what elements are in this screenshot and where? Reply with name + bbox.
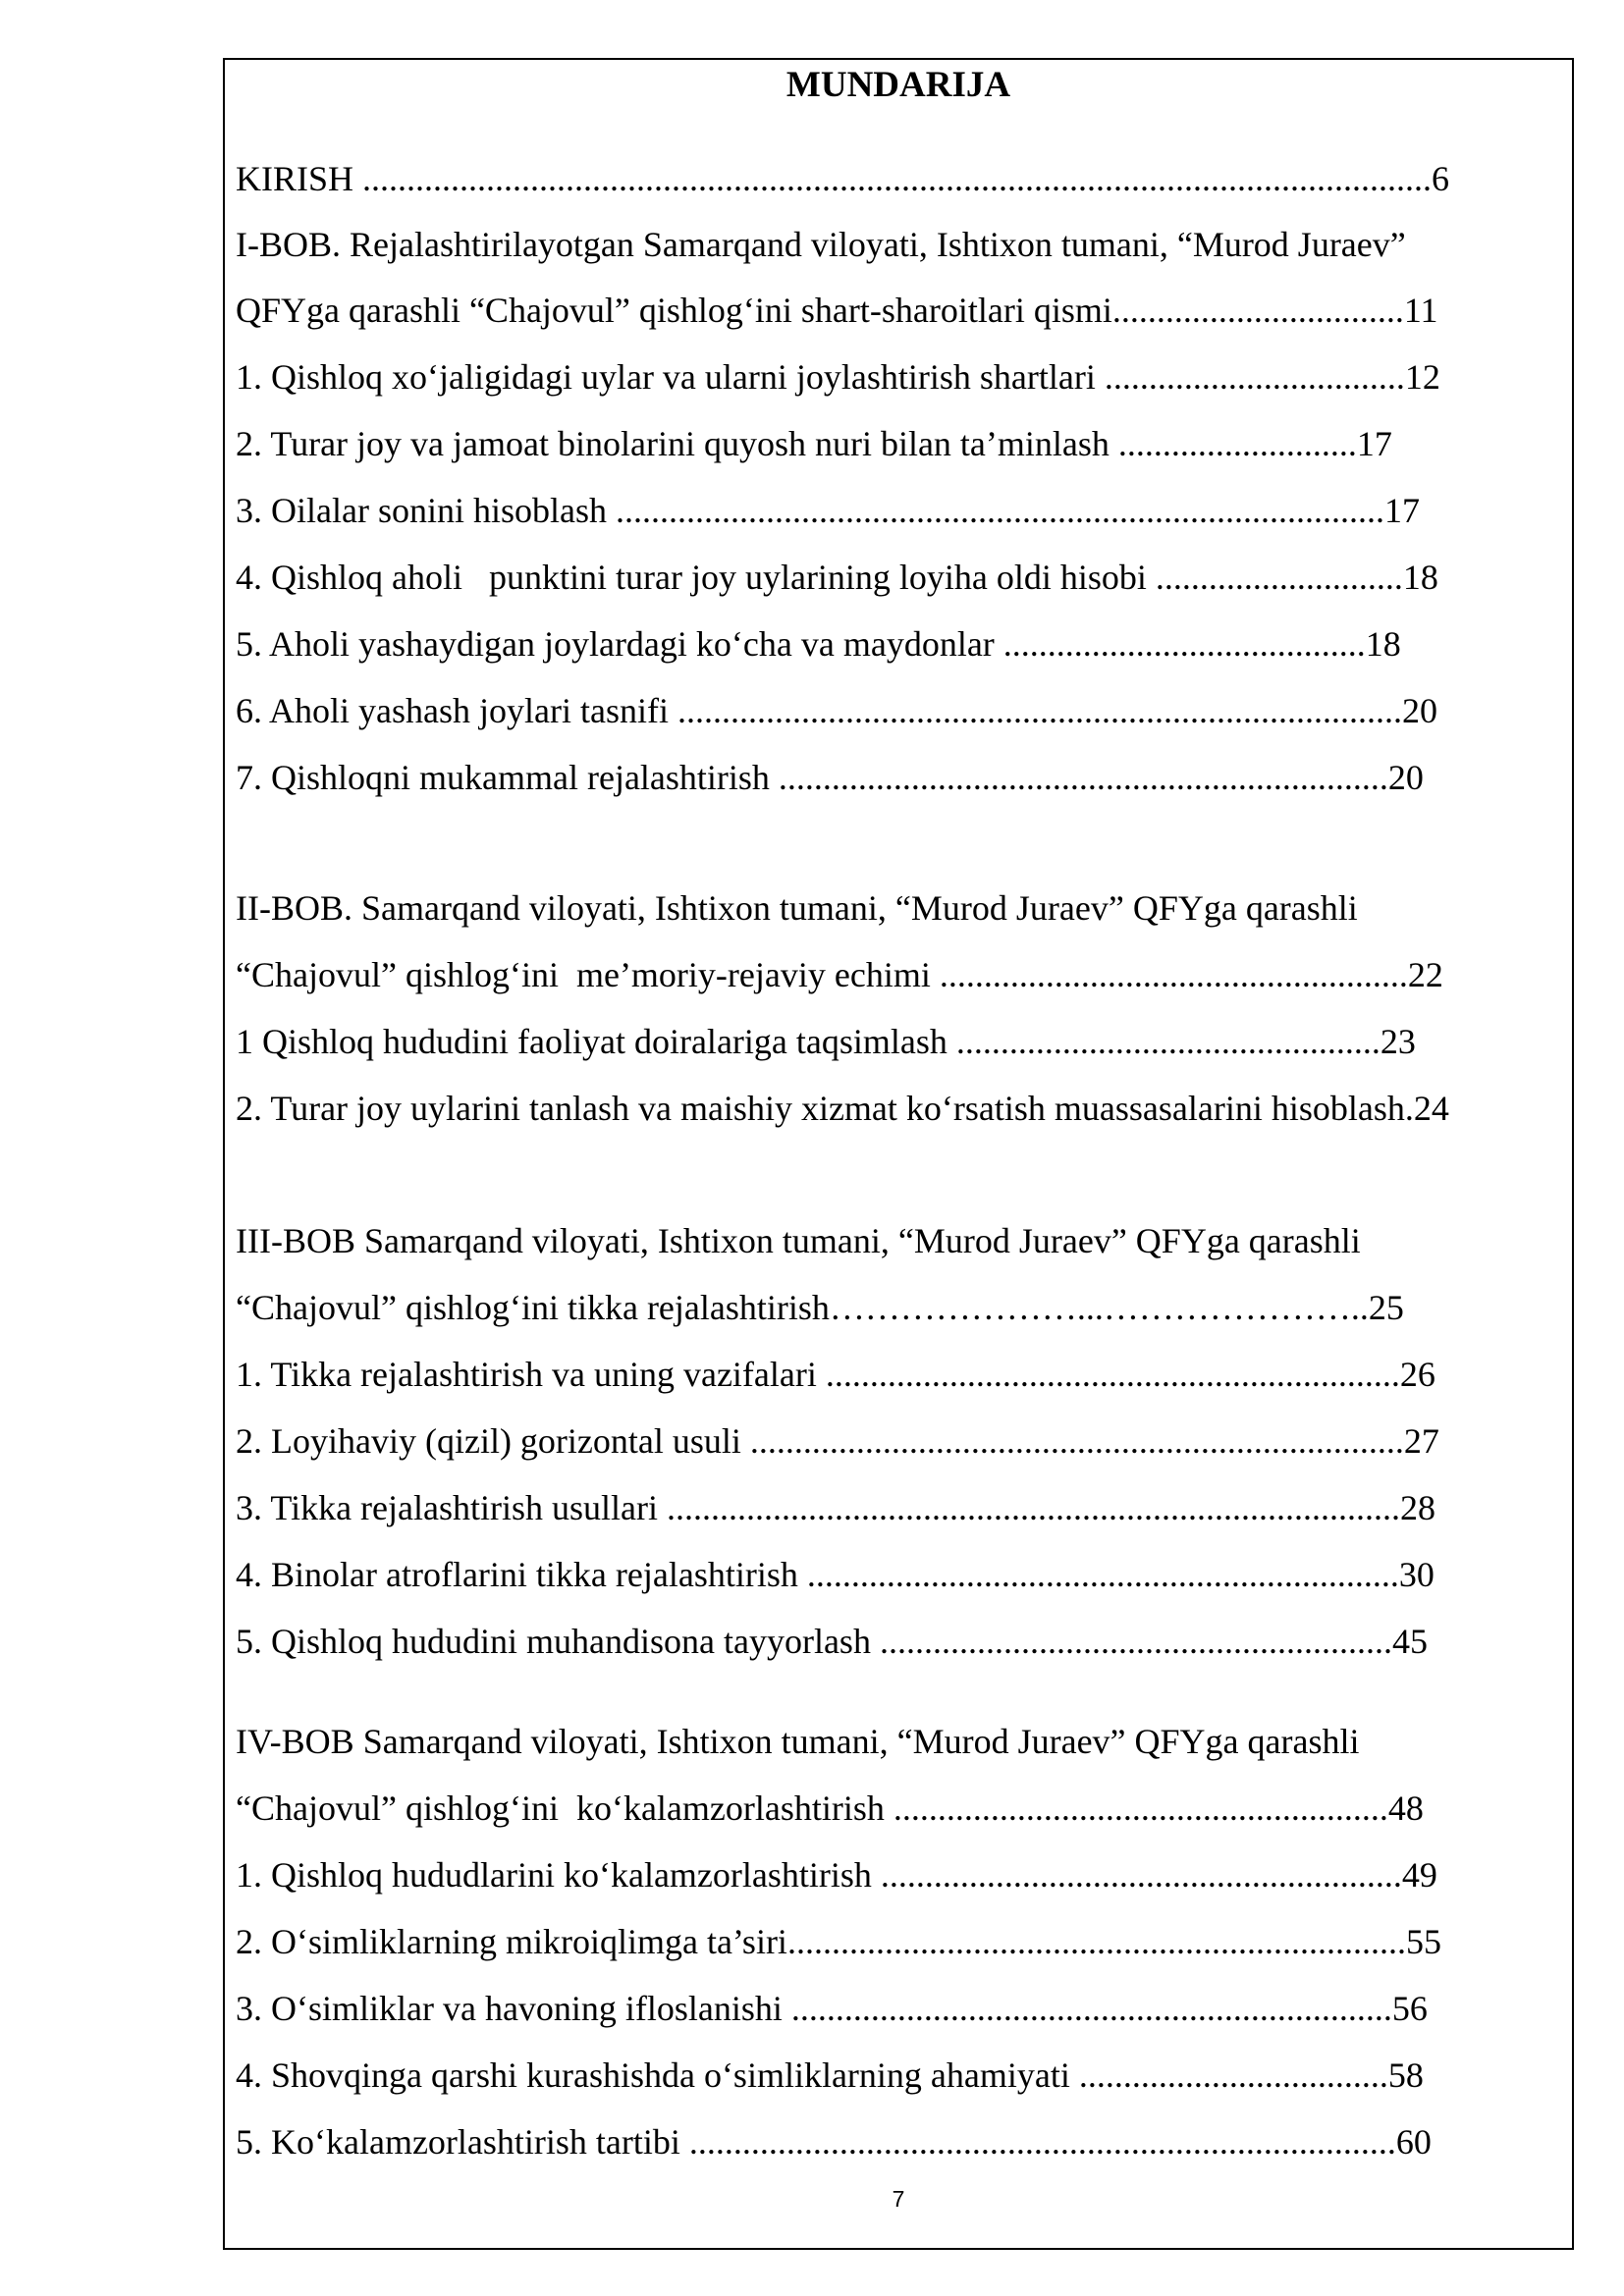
toc-chapter-3-heading-cont: “Chajovul” qishlog‘ini tikka rejalashtirish…………………...…………………..25 xyxy=(236,1288,1404,1327)
toc-chapter-1-heading: I-BOB. Rejalashtirilayotgan Samarqand viloyati, Ishtixon tumani, “Murod Juraev” xyxy=(236,225,1406,264)
toc-chapter-2-heading-cont: “Chajovul” qishlog‘ini me’moriy-rejaviy echimi .....................................................22 xyxy=(236,955,1443,994)
toc-entry-1-5: 5. Aholi yashaydigan joylardagi ko‘cha va maydonlar .........................................18 xyxy=(236,624,1401,664)
toc-entry-1-7: 7. Qishloqni mukammal rejalashtirish .....................................................................20 xyxy=(236,758,1424,797)
toc-entry-3-4: 4. Binolar atroflarini tikka rejalashtirish ...................................................................30 xyxy=(236,1555,1435,1594)
toc-entry-4-4: 4. Shovqinga qarshi kurashishda o‘simliklarning ahamiyati ...................................58 xyxy=(236,2056,1424,2095)
toc-entry-1-1: 1. Qishloq xo‘jaligidagi uylar va ularni joylashtirish shartlari ..................................12 xyxy=(236,357,1440,397)
toc-entry-3-3: 3. Tikka rejalashtirish usullari ...................................................................................28 xyxy=(236,1488,1435,1527)
toc-entry-1-2: 2. Turar joy va jamoat binolarini quyosh nuri bilan ta’minlash ...........................17 xyxy=(236,424,1392,463)
toc-entry-1-6: 6. Aholi yashash joylari tasnifi ..................................................................................20 xyxy=(236,691,1437,730)
toc-entry-4-1: 1. Qishloq hududlarini ko‘kalamzorlashtirish ...........................................................49 xyxy=(236,1855,1437,1895)
toc-title: MUNDARIJA xyxy=(785,65,1011,105)
toc-chapter-2-heading: II-BOB. Samarqand viloyati, Ishtixon tumani, “Murod Juraev” QFYga qarashli xyxy=(236,888,1358,928)
toc-chapter-4-heading-cont: “Chajovul” qishlog‘ini ko‘kalamzorlashtirish ........................................................48 xyxy=(236,1789,1424,1828)
toc-chapter-1-heading-cont: QFYga qarashli “Chajovul” qishlog‘ini shart-sharoitlari qismi.................................11 xyxy=(236,291,1438,330)
toc-chapter-4-heading: IV-BOB Samarqand viloyati, Ishtixon tumani, “Murod Juraev” QFYga qarashli xyxy=(236,1722,1360,1761)
toc-entry-1-4: 4. Qishloq aholi punktini turar joy uylarining loyiha oldi hisobi ............................18 xyxy=(236,558,1438,597)
toc-chapter-3-heading: III-BOB Samarqand viloyati, Ishtixon tumani, “Murod Juraev” QFYga qarashli xyxy=(236,1221,1361,1260)
toc-entry-4-2: 2. O‘simliklarning mikroiqlimga ta’siri......................................................................55 xyxy=(236,1922,1441,1961)
toc-entry-4-5: 5. Ko‘kalamzorlashtirish tartibi ................................................................................60 xyxy=(236,2122,1432,2162)
toc-entry-3-5: 5. Qishloq hududini muhandisona tayyorlash ..........................................................45 xyxy=(236,1622,1428,1661)
toc-entry-1-3: 3. Oilalar sonini hisoblash .......................................................................................17 xyxy=(236,491,1420,530)
toc-entry-kirish: KIRISH .........................................................................................................................6 xyxy=(236,159,1450,198)
page-number: 7 xyxy=(892,2186,905,2212)
toc-entry-2-1: 1 Qishloq hududini faoliyat doiralariga taqsimlash ................................................23 xyxy=(236,1022,1416,1061)
toc-entry-2-2: 2. Turar joy uylarini tanlash va maishiy xizmat ko‘rsatish muassasalarini hisoblash.24 xyxy=(236,1089,1449,1128)
toc-entry-4-3: 3. O‘simliklar va havoning ifloslanishi ....................................................................56 xyxy=(236,1989,1428,2028)
toc-entry-3-1: 1. Tikka rejalashtirish va uning vazifalari .................................................................26 xyxy=(236,1355,1435,1394)
toc-entry-3-2: 2. Loyihaviy (qizil) gorizontal usuli ..........................................................................27 xyxy=(236,1421,1439,1461)
